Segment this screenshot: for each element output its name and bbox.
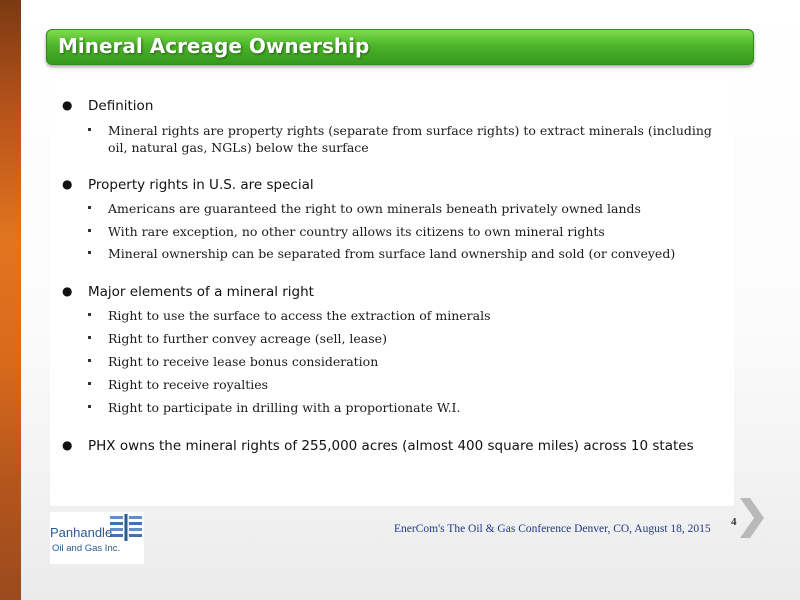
sub-bullet xyxy=(88,330,718,347)
sub-bullet-square xyxy=(88,251,91,254)
sub-bullet xyxy=(88,353,718,370)
sub-bullet-text: With rare exception, no other country allows its citizens to own mineral rights xyxy=(108,224,605,239)
sub-bullet xyxy=(88,223,718,240)
sub-bullet xyxy=(88,376,718,393)
sub-bullet-text: Right to use the surface to access the extraction of minerals xyxy=(108,308,491,323)
bullet-dot: ● xyxy=(62,177,73,191)
bullet-dot: ● xyxy=(62,284,73,298)
footer-conference: EnerCom's The Oil & Gas Conference Denver, CO, August 18, 2015 xyxy=(394,523,711,535)
sub-bullet-text: Mineral ownership can be separated from surface land ownership and sold (or conveyed) xyxy=(108,246,676,261)
sub-bullet xyxy=(88,245,718,262)
logo-subtitle: Oil and Gas Inc. xyxy=(52,543,121,554)
sub-bullet-square xyxy=(88,405,91,408)
sub-bullet-square xyxy=(88,359,91,362)
sub-bullet-square xyxy=(88,128,91,131)
sub-bullet xyxy=(88,307,718,324)
sub-bullet xyxy=(88,399,718,416)
title-banner xyxy=(46,29,754,65)
bullet-heading: Definition xyxy=(88,98,154,114)
panhandle-logo-mark-icon xyxy=(108,513,144,543)
sub-bullet-text: Americans are guaranteed the right to own minerals beneath privately owned lands xyxy=(108,201,641,216)
bullet-heading: Property rights in U.S. are special xyxy=(88,177,314,193)
sub-bullet xyxy=(88,122,718,156)
sub-bullet-square xyxy=(88,336,91,339)
sub-bullet-text: Right to receive lease bonus consideration xyxy=(108,354,379,369)
sub-bullet-text: Right to further convey acreage (sell, lease) xyxy=(108,331,387,346)
side-accent-bar xyxy=(0,0,21,600)
sub-bullet-text: Right to participate in drilling with a proportionate W.I. xyxy=(108,400,461,415)
sub-bullet-square xyxy=(88,313,91,316)
page-title: Mineral Acreage Ownership xyxy=(58,34,370,58)
sub-bullet-square xyxy=(88,229,91,232)
sub-bullet xyxy=(88,200,718,217)
chevron-right-icon[interactable] xyxy=(736,496,766,540)
sub-bullet-square xyxy=(88,382,91,385)
bullet-dot: ● xyxy=(62,438,73,452)
sub-bullet-text: Right to receive royalties xyxy=(108,377,269,392)
bullet-heading: Major elements of a mineral right xyxy=(88,284,314,300)
logo-name: Panhandle xyxy=(50,525,113,540)
page-number: 4 xyxy=(731,516,737,528)
bullet-heading: PHX owns the mineral rights of 255,000 acres (almost 400 square miles) across 10 states xyxy=(88,438,694,454)
company-logo xyxy=(50,512,144,564)
sub-bullet-square xyxy=(88,206,91,209)
bullet-dot: ● xyxy=(62,98,73,112)
sub-bullet-text: Mineral rights are property rights (separate from surface rights) to extract minerals (including oil, natural gas, NGLs) below the surface xyxy=(108,123,712,155)
